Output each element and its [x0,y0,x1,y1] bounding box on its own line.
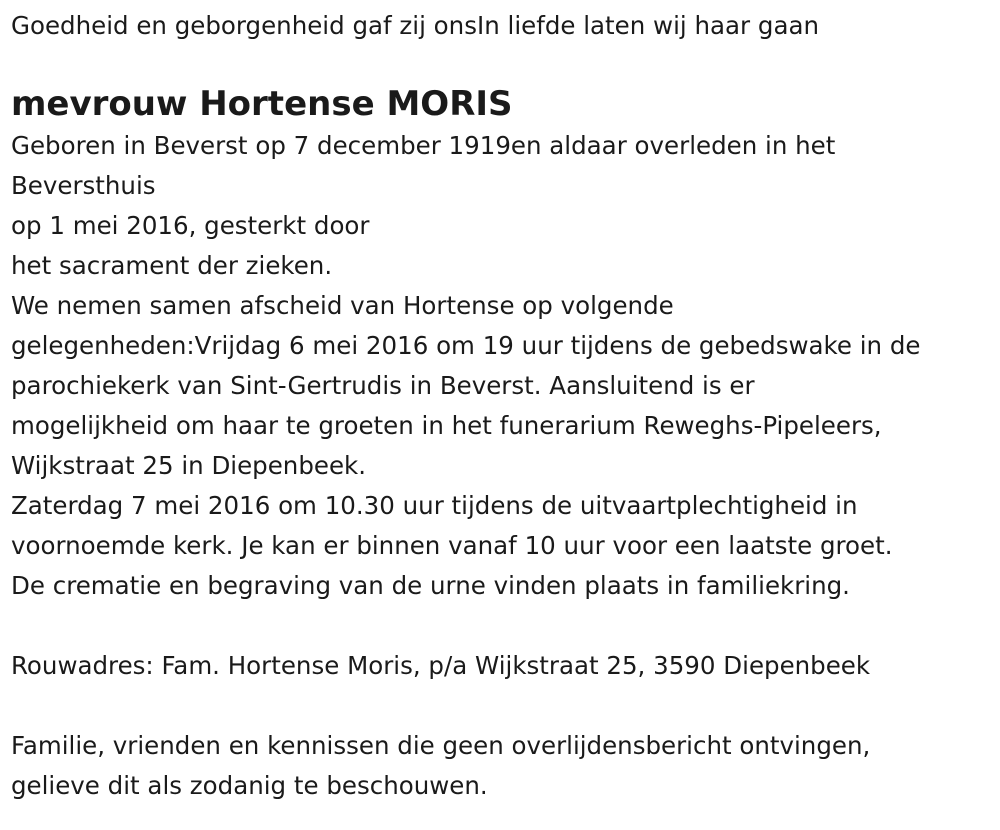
body-line: De crematie en begraving van de urne vinden plaats in familiekring. [11,571,850,600]
closing-line: Familie, vrienden en kennissen die geen overlijdensbericht ontvingen, [11,731,871,760]
spacer [11,686,1000,726]
body-line: het sacrament der zieken. [11,251,333,280]
body-line: Wijkstraat 25 in Diepenbeek. [11,451,367,480]
body-line: op 1 mei 2016, gesterkt door [11,211,370,240]
body-line: voornoemde kerk. Je kan er binnen vanaf 10 uur voor een laatste groet. [11,531,893,560]
body-line: Beversthuis [11,171,156,200]
mourning-address: Rouwadres: Fam. Hortense Moris, p/a Wijkstraat 25, 3590 Diepenbeek [11,651,871,680]
closing-line: gelieve dit als zodanig te beschouwen. [11,771,488,800]
body-line: mogelijkheid om haar te groeten in het funerarium Reweghs-Pipeleers, [11,411,882,440]
body-line: We nemen samen afscheid van Hortense op volgende [11,291,674,320]
body-line: Geboren in Beverst op 7 december 1919en aldaar overleden in het [11,131,836,160]
intro-text: Goedheid en geborgenheid gaf zij onsIn liefde laten wij haar gaan [11,11,820,40]
body-line: parochiekerk van Sint-Gertrudis in Beverst. Aansluitend is er [11,371,755,400]
obituary-body [11,126,1000,606]
spacer [11,606,1000,646]
body-line: gelegenheden:Vrijdag 6 mei 2016 om 19 uur tijdens de gebedswake in de [11,331,921,360]
deceased-name: mevrouw Hortense MORIS [11,84,513,124]
body-line: Zaterdag 7 mei 2016 om 10.30 uur tijdens de uitvaartplechtigheid in [11,491,858,520]
closing-note [11,726,1000,806]
